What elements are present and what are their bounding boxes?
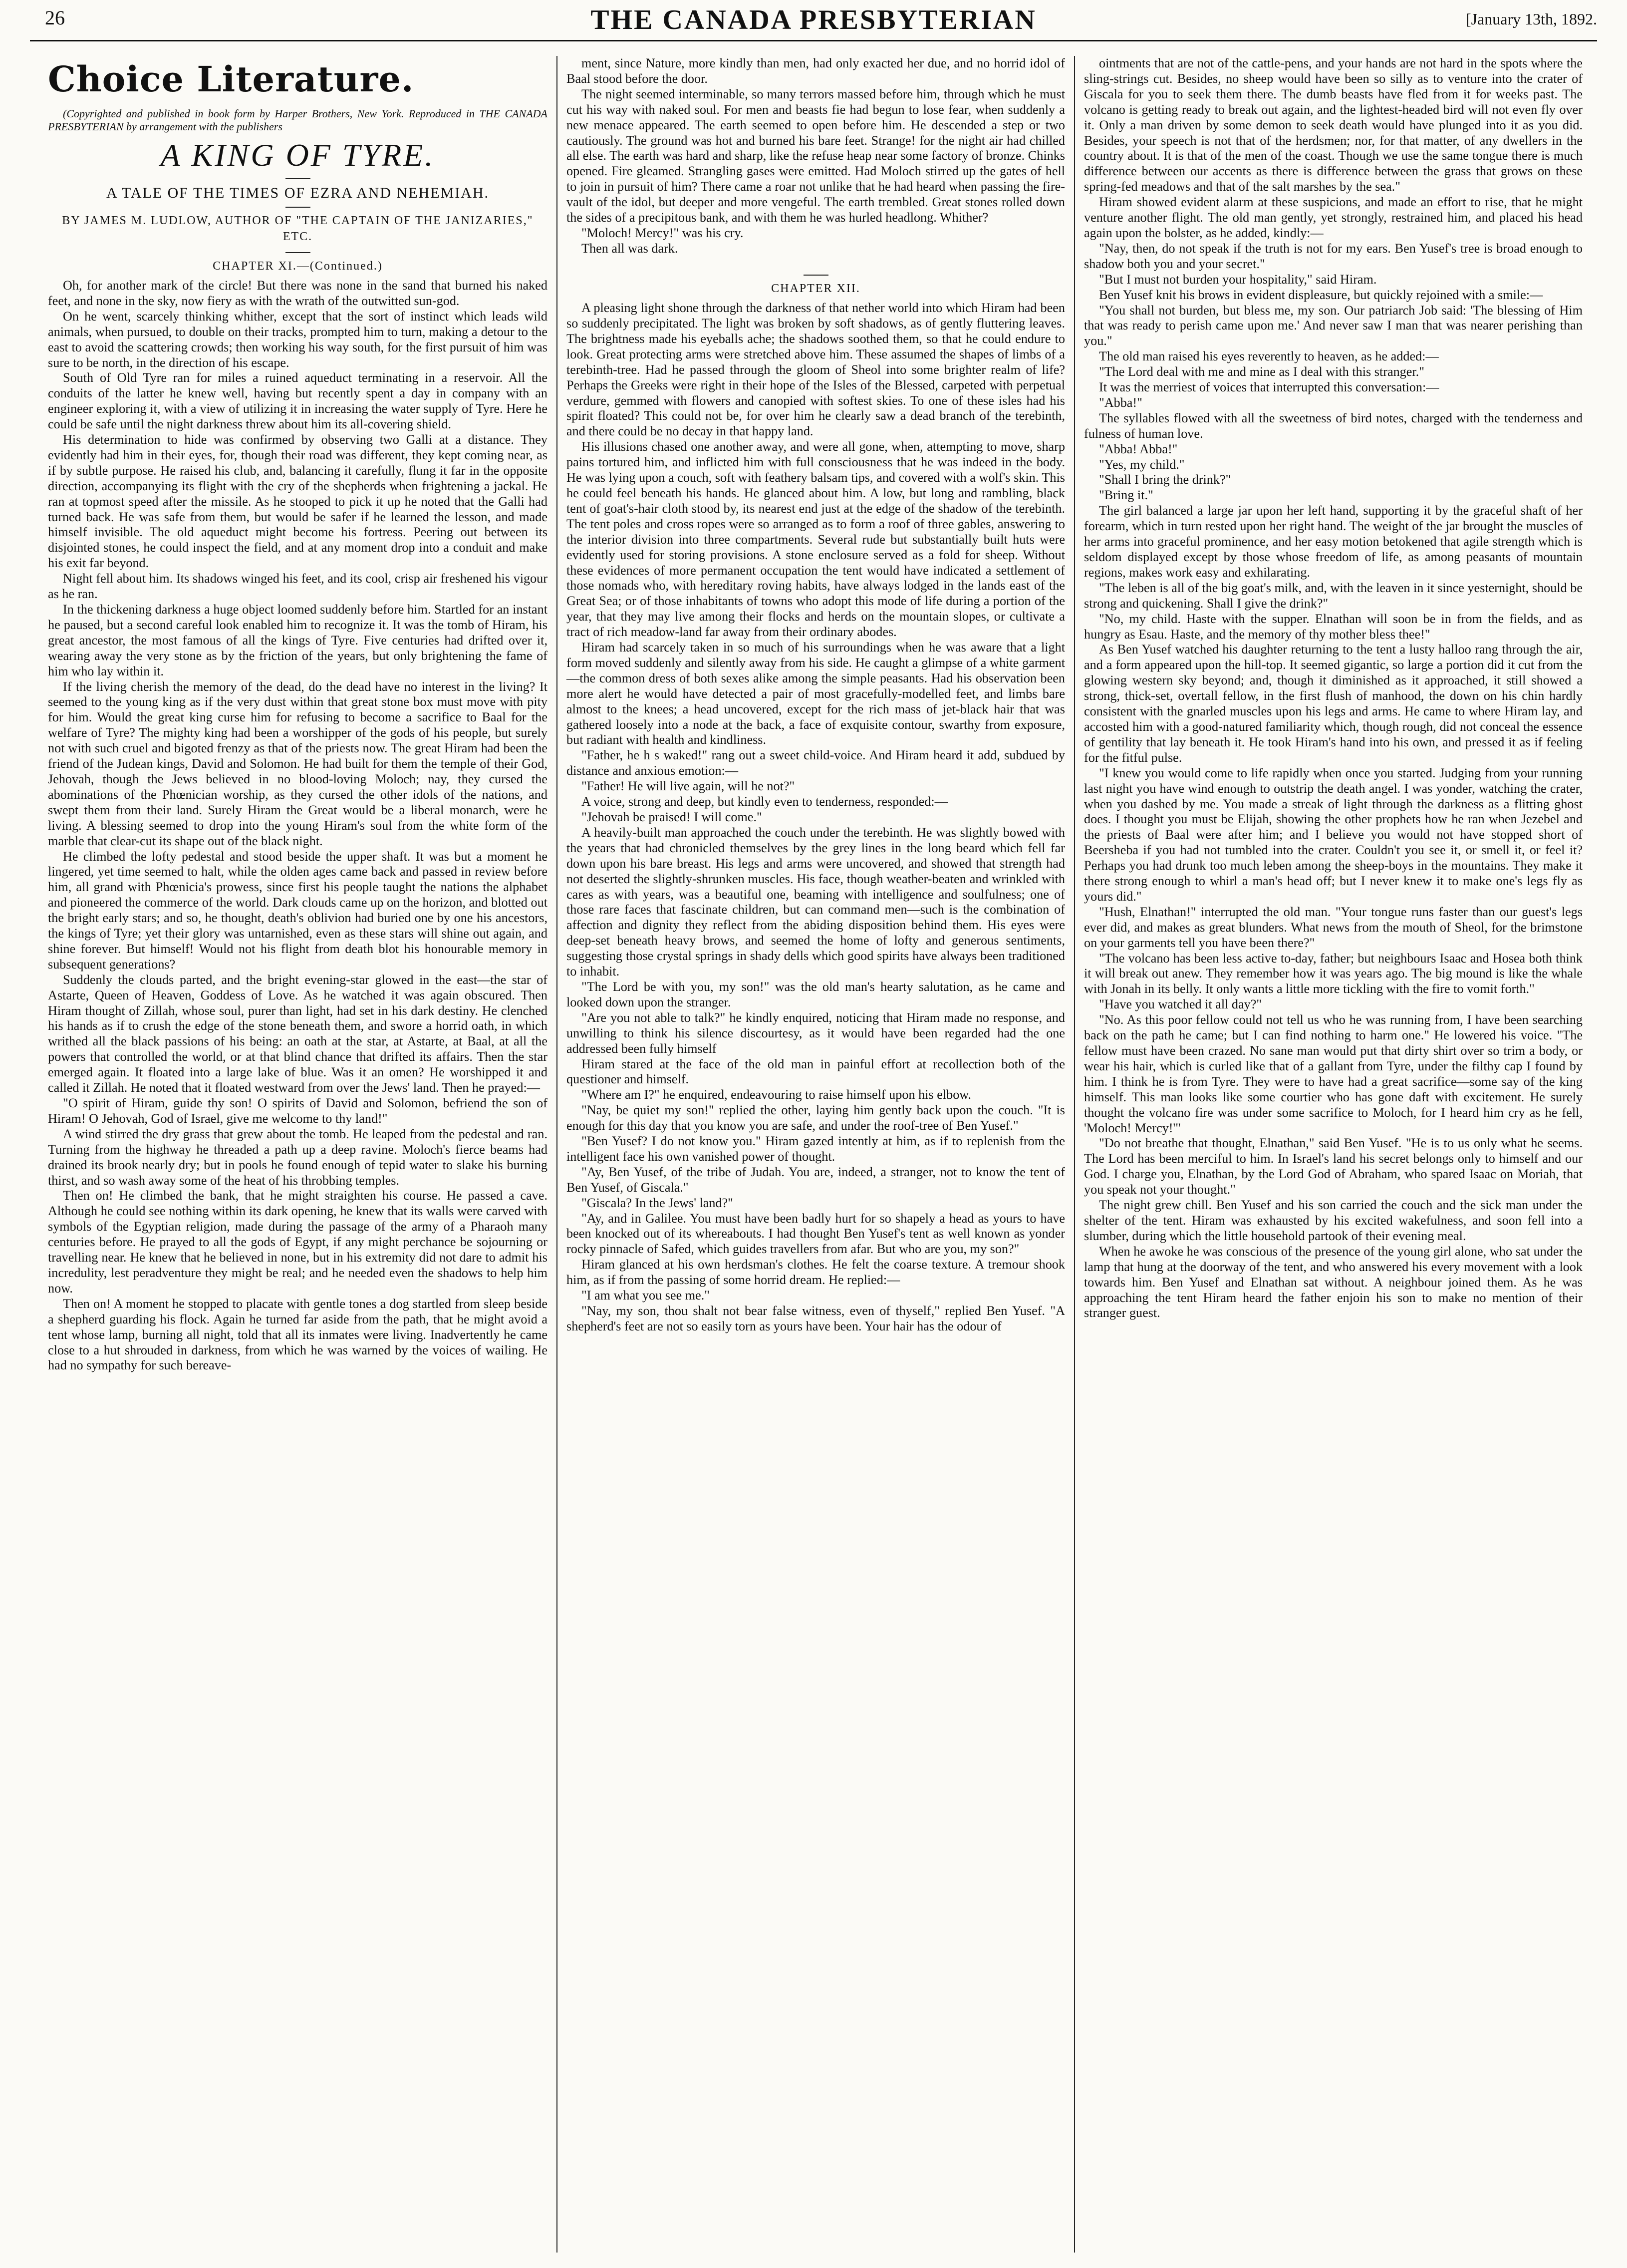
paragraph: Then all was dark. xyxy=(581,241,678,256)
paragraph: "No, my child. Haste with the supper. Elnathan will soon be in from the fields, and as hungry as Esau. Haste, and the memory of thy mother bless thee!" xyxy=(1084,611,1583,642)
paragraph: As Ben Yusef watched his daughter returning to the tent a lusty halloo rang through the air, and a form appeared upon the hill-top. It seemed gigantic, so large a portion did it cut from the glowing western sky beyond; and, though it diminished as it approached, it still showed a strong, thick-set, overtall fellow, in the first flush of manhood, the down on his chin hardly consistent with the gnarled muscles upon his legs and arms. He came to where Hiram lay, and accosted him with a good-natured familiarity which, though rough, did not conceal the essence of gentility that lay beneath it. He took Hiram's hand into his own, and pressed it as if feeling for the fitful pulse. xyxy=(1084,642,1583,765)
paragraph: On he went, scarcely thinking whither, except that the sort of instinct which leads wild animals, when pursued, to double on their tracks, prompted him to turn, making a detour to the east to avoid the scattering crowds; then working his way south, for the first pursuit of him was sure to be north, in the direction of his escape. xyxy=(48,309,547,370)
paragraph: "I knew you would come to life rapidly when once you started. Judging from your running last night you have wind enough to outstrip the death angel. I was yonder, watching the crater, when you dashed by me. You made a streak of light through the darkness as a flitting ghost does. I thought you must be Elijah, showing the other prophets how he ran when Jezebel and the priests of Baal were after him; and I believe you would not have stopped short of Beersheba if you had not tumbled into the crater. Couldn't you see it, or smell it, or feel it? Perhaps you had drunk too much leben among the sheep-boys in the mountains. They make it there strong enough to whirl a man's head off; but I never knew it to make one's legs fly as yours did." xyxy=(1084,765,1583,904)
paragraph: A wind stirred the dry grass that grew about the tomb. He leaped from the pedestal and ran. Turning from the highway he threaded a path up a deep ravine. Moloch's fierce beams had drained its brook nearly dry; but in pools he found enough of tepid water to slake his burning thirst, and so wash away some of the heat of his throbbing temples. xyxy=(48,1126,547,1188)
paragraph: "Giscala? In the Jews' land?" xyxy=(581,1195,733,1210)
paragraph: "The Lord deal with me and mine as I deal with this stranger." xyxy=(1099,364,1424,379)
paragraph: "Nay, be quiet my son!" replied the other, laying him gently back upon the couch. "It is enough for this day that you know you are safe, and under the roof-tree of Ben Yusef." xyxy=(566,1103,1065,1133)
paragraph: "Do not breathe that thought, Elnathan," said Ben Yusef. "He is to us only what he seems. The Lord has been merciful to him. In Israel's land his secret belongs only to himself and our God. I charge you, Elnathan, by the Lord God of Abraham, who spared Isaac on Moriah, that you speak not your thought." xyxy=(1084,1136,1583,1197)
paragraph: Hiram showed evident alarm at these suspicions, and made an effort to rise, that he might venture another flight. The old man gently, yet strongly, restrained him, and placed his head again upon the bolster, as he added, kindly:— xyxy=(1084,195,1583,240)
paragraph: Suddenly the clouds parted, and the bright evening-star glowed in the east—the star of Astarte, Queen of Heaven, Goddess of Love. As he watched it was again obscured. Then Hiram thought of Zillah, whose soul, purer than light, had set in his dark destiny. He clenched his hands as if to crush the edge of the stone beneath them, and swore a horrid oath, in which writhed all the black passions of his being: an oath at the star, at Astarte, at Baal, at all the powers that controlled the world, or at that blind chance that drifted its affairs. Then the star emerged again. It floated into a large lake of blue. Was it an omen? He worshipped it and called it Zillah. He noted that it floated westward from over the Jews' land. Then he prayed:— xyxy=(48,972,547,1095)
paragraph: "Hush, Elnathan!" interrupted the old man. "Your tongue runs faster than our guest's legs ever did, and makes as great blunders. What news from the mouth of Sheol, for the brimstone on your garments tell you have been there?" xyxy=(1084,904,1583,950)
divider xyxy=(804,275,828,276)
paragraph: Hiram glanced at his own herdsman's clothes. He felt the coarse texture. A tremour shook him, as if from the passing of some horrid dream. He replied:— xyxy=(566,1257,1065,1288)
masthead: THE CANADA PRESBYTERIAN xyxy=(590,4,1037,35)
paragraph: "No. As this poor fellow could not tell us who he was running from, I have been searching back on the path he came; but I can find nothing to harm one." He lowered his voice. "The fellow must have been crazed. No sane man would put that dirty shirt over so trim a body, or wear his hair, which is curled like that of a gallant from Tyre, under the filthy cap I found by him. I think he is from Tyre. They were to have had a great sacrifice—some say of the king himself. This man looks like some courtier who has gone daft with excitement. He surely thought the volcano fire was under some sacrifice to Moloch, for I heard him cry as he fell, 'Moloch! Mercy!'" xyxy=(1084,1012,1583,1135)
story-subtitle: A TALE OF THE TIMES OF EZRA AND NEHEMIAH. xyxy=(106,184,490,201)
paragraph: "Shall I bring the drink?" xyxy=(1099,472,1231,487)
column-3 xyxy=(1074,56,1592,2253)
chapter-heading-2: CHAPTER XII. xyxy=(771,282,860,295)
paragraph: The night grew chill. Ben Yusef and his son carried the couch and the sick man under the shelter of the tent. Hiram was exhausted by his excited wakefulness, and soon fell into a slumber, during which the little household partook of their evening meal. xyxy=(1084,1198,1583,1243)
paragraph: The night seemed interminable, so many terrors massed before him, through which he must cut his way with naked soul. For men and beasts fie had begun to lose fear, when suddenly a new menace appeared. The earth seemed to open before him. He descended a step or two cautiously. The ground was hot and burned his bare feet. Strange! for the night air had chilled all else. The earth was hard and sharp, like the refuse heap near some factory of bronze. Chinks opened. Fire gleamed. Strangling gases were emitted. Had Moloch stirred up the gates of hell to join in pursuit of him? There came a roar not unlike that he had heard when passing the fire-vault of the idol, but deeper and more vengeful. The earth trembled. Great stones rolled down the sides of a precipitous bank, and with them he was hurled headlong. Whither? xyxy=(566,86,1065,225)
copyright-note: (Copyrighted and published in book form by Harper Brothers, New York. Reproduced in THE CANADA PRESBYTERIAN by arrangement with the publishers xyxy=(48,107,547,133)
paragraph: "Ay, and in Galilee. You must have been badly hurt for so shapely a head as yours to have been knocked out of its whereabouts. I had thought Ben Yusef's tent as well known as yonder rocky pinnacle of Safed, which guides travellers from afar. But who are you, my son?" xyxy=(566,1211,1065,1257)
columns xyxy=(39,56,1592,2253)
paragraph: The old man raised his eyes reverently to heaven, as he added:— xyxy=(1099,349,1439,364)
paragraph: "Moloch! Mercy!" was his cry. xyxy=(581,225,744,240)
paragraph: In the thickening darkness a huge object loomed suddenly before him. Startled for an instant he paused, but a second careful look enabled him to recognize it. It was the tomb of Hiram, his great ancestor, the most famous of all the kings of Tyre. Five centuries had drifted over it, wearing away the very stone as by the friction of the years, but only brightening the fame of him who lay within it. xyxy=(48,602,547,678)
paragraph: His determination to hide was confirmed by observing two Galli at a distance. They evidently had him in their eyes, for, though their road was different, they kept coming near, as if by subtle purpose. He raised his club, and, balancing it carefully, flung it far in the opposite direction, accompanying its flight with the cry of the shepherds when frightening a jackal. He ran at topmost speed after the missile. As he stooped to pick it up he noted that the Galli had turned back. He was safe from them, but would be safer if he learned the lesson, and made himself invisible. The old aqueduct might become his fortress. Peering out between its disjointed stones, he could inspect the field, and at any moment drop into a conduit and make his exit far beyond. xyxy=(48,432,547,571)
paragraph: His illusions chased one another away, and were all gone, when, attempting to move, sharp pains tortured him, and inflicted him with full consciousness that he was indeed in the body. He was lying upon a couch, soft with feathery balsam tips, and covered with a wolf's skin. This he could feel beneath his hands. He glanced about him. A low, but long and rambling, black tent of goat's-hair cloth stood by, its nearest end just at the edge of the shadow of the terebinth. The tent poles and cross ropes were so arranged as to form a roof of three gables, answering to the interior division into three compartments. Several rude but substantially built huts were evidently used for storing provisions. A stone enclosure served as a fold for sheep. Without these evidences of more permanent occupation the tent would have indicated a settlement of those nomads who, with hereditary roving habits, have always lodged in the lands east of the Great Sea; or of those inhabitants of towns who adopt this mode of life during a portion of the year, that they may live among their flocks and herds on the mountain slopes, or cultivate a tract of rich meadow-land far away from their ordinary abodes. xyxy=(566,439,1065,640)
paragraph: Hiram stared at the face of the old man in painful effort at recollection both of the questioner and himself. xyxy=(566,1056,1065,1087)
paragraph: "Nay, then, do not speak if the truth is not for my ears. Ben Yusef's tree is broad enough to shadow both you and your secret." xyxy=(1084,241,1583,271)
paragraph: Then on! He climbed the bank, that he might straighten his course. He passed a cave. Although he could see nothing within its dark opening, he knew that its walls were carved with symbols of the Egyptian religion, made during the passage of the army of a Pharaoh many centuries before. He prayed to all the gods of Egypt, if any might perchance be sojourning or travelling near. He knew that he believed in none, but in his extremity did not dare to admit his incredulity, lest peradventure they might be real; and he needed even the shadows to help him now. xyxy=(48,1188,547,1296)
divider xyxy=(285,178,310,179)
paragraph: "You shall not burden, but bless me, my son. Our patriarch Job said: 'The blessing of Him that was ready to perish came upon me.' And never saw I man that was nearer perishing than you." xyxy=(1084,303,1583,348)
paragraph: It was the merriest of voices that interrupted this conversation:— xyxy=(1099,380,1439,395)
page-header xyxy=(30,4,1597,41)
paragraph: "Jehovah be praised! I will come." xyxy=(581,810,762,824)
paragraph: South of Old Tyre ran for miles a ruined aqueduct terminating in a reservoir. All the conduits of the latter he knew well, having but recently spent a day in company with an engineer exploring it, with a view of utilizing it in increasing the water supply of Tyre. Here he could be safe until the night darkness threw about him its all-covering shield. xyxy=(48,370,547,432)
paragraph: The girl balanced a large jar upon her left hand, supporting it by the graceful shaft of her forearm, which in turn rested upon her right hand. The weight of the jar brought the muscles of her arms into graceful prominence, and her easy motion betokened that agile strength which is seldom displayed except by those whose freedom of life, as among peasants of mountain regions, makes work easy and exhilarating. xyxy=(1084,503,1583,580)
paragraph: "The volcano has been less active to-day, father; but neighbours Isaac and Hosea both think it will break out anew. They remember how it was years ago. The big mound is like the whale with Jonah in its belly. It only wants a little more tickling with the fire to vomit forth." xyxy=(1084,951,1583,996)
paragraph: When he awoke he was conscious of the presence of the young girl alone, who sat under the lamp that hung at the doorway of the tent, and who answered his every movement with a look towards him. Ben Yusef and Elnathan sat without. A neighbour joined them. As he was approaching the tent Hiram heard the father enjoin his son to make no mention of their stranger guest. xyxy=(1084,1244,1583,1320)
paragraph: "Father! He will live again, will he not?" xyxy=(581,779,795,794)
header-rule xyxy=(30,40,1597,41)
column-2-text-bottom xyxy=(566,301,1065,1334)
chapter-heading: CHAPTER XI.—(Continued.) xyxy=(213,259,383,273)
paragraph: Night fell about him. Its shadows winged his feet, and its cool, crisp air freshened his vigour as he ran. xyxy=(48,571,547,602)
paragraph: If the living cherish the memory of the dead, do the dead have no interest in the living? It seemed to the young king as if the very dust within that great stone box must move with pity for him. Would the great king curse him for refusing to become a sacrifice to Baal for the welfare of Tyre? The mighty king had been a worshipper of the gods of his people, but surely not with such cruel and bigoted frenzy as that of the priests now. The great Hiram had been the friend of the Judean kings, David and Solomon. He had built for them the temple of their God, Jehovah, though the Jews believed in no blood-loving Moloch; nay, they cursed the abominations of the Phœnician worship, as they cursed the other idols of the nations, and swept them from their land. Surely Hiram the Great would be a liberal monarch, were he living. A blessing seemed to drop into the young Hiram's soul from the white form of the marble that clear-cut its shape out of the black night. xyxy=(48,679,547,848)
column-3-text xyxy=(1084,56,1583,1321)
paragraph: ointments that are not of the cattle-pens, and your hands are not hard in the spots where the sling-strings cut. Besides, no sheep would have been so silly as to venture into the crater of Giscala for you to seek them there. The dumb beasts have fled from it for weeks past. The volcano is getting ready to break out again, and the lightest-headed bird will not even fly over it. Only a man driven by some demon to seek death would have plunged into it as you did. Besides, your speech is not that of the herdsmen; nor, for that matter, of any dwellers in the country about. It is that of the men of the coast. Though we use the same tongue there is much difference between our accents as there is difference between the grass that grows on these spring-fed meadows and that of the salt marshes by the sea." xyxy=(1084,56,1583,194)
divider xyxy=(285,252,310,253)
paragraph: He climbed the lofty pedestal and stood beside the upper shaft. It was but a moment he lingered, yet time seemed to halt, while the olden ages came back and passed in review before him, all grand with Phœnicia's prowess, since first his people taught the nations the alphabet and pioneered the commerce of the world. Dark clouds came up on the horizon, and blotted out the bright early stars; and so, he thought, death's oblivion had buried one by one his ancestors, the kings of Tyre; yet their glory was untarnished, even as these stars will shine out again, and shine forever. But himself! Would not his flight from death blot his honourable memory in subsequent generations? xyxy=(48,849,547,972)
paragraph: A pleasing light shone through the darkness of that nether world into which Hiram had been so suddenly precipitated. The light was broken by soft shadows, as of gently fluttering leaves. The brightness made his eyeballs ache; the shadows soothed them, so that he could endure to look. Great protecting arms were stretched above him. These assumed the shapes of limbs of a terebinth-tree. Had he passed through the gloom of Sheol into some brighter realm of life? Perhaps the Greeks were right in their hope of the Isles of the Blessed, carpeted with perpetual verdure, gemmed with flowers and canopied with softest skies. To one of these isles had his spirit floated? This could not be, for over him he clearly saw a dead branch of the terebinth, and there could be no decay in that happy land. xyxy=(566,301,1065,439)
paragraph: "Abba!" xyxy=(1099,395,1142,410)
paragraph: "Yes, my child." xyxy=(1099,457,1185,472)
paragraph: "The leben is all of the big goat's milk, and, with the leaven in it since yesternight, should be strong and quickening. Shall I give the drink?" xyxy=(1084,580,1583,611)
story-title: A KING OF TYRE. xyxy=(160,137,435,173)
paragraph: Then on! A moment he stopped to placate with gentle tones a dog startled from sleep beside a shepherd guarding his flock. Again he turned far aside from the path, that he might avoid a tent whose lamp, burning all night, told that all its inmates were living. Inadvertently he came close to a hut shrouded in darkness, from which he was warned by the voices of wailing. He had no sympathy for such bereave- xyxy=(48,1296,547,1373)
paragraph: "The Lord be with you, my son!" was the old man's hearty salutation, as he came and looked down upon the stranger. xyxy=(566,979,1065,1009)
paragraph: "Where am I?" he enquired, endeavouring to raise himself upon his elbow. xyxy=(581,1087,972,1102)
byline: BY JAMES M. LUDLOW, AUTHOR OF "THE CAPTAIN OF THE JANIZARIES," ETC. xyxy=(62,214,534,244)
page-number: 26 xyxy=(45,6,65,29)
section-title: Choice Literature. xyxy=(48,58,414,100)
paragraph: "Ay, Ben Yusef, of the tribe of Judah. You are, indeed, a stranger, not to know the tent of Ben Yusef, of Giscala." xyxy=(566,1164,1065,1195)
paragraph: "Bring it." xyxy=(1099,488,1153,503)
issue-date: [January 13th, 1892. xyxy=(1465,10,1597,28)
paragraph: "I am what you see me." xyxy=(581,1288,710,1303)
paragraph: Hiram had scarcely taken in so much of his surroundings when he was aware that a light form moved suddenly and silently away from his side. He caught a glimpse of a white garment—the common dress of both sexes alike among the simple peasants. Had his observation been more alert he would have detected a pair of most gracefully-modelled feet, and limbs bare almost to the knees; a head uncovered, except for the rich mass of jet-black hair that was gathered loosely into a node at the back, a face of exquisite contour, swarthy from exposure, but radiant with health and kindliness. xyxy=(566,640,1065,747)
column-2-text-top xyxy=(566,56,1065,257)
divider xyxy=(285,207,310,208)
paragraph: "Ben Yusef? I do not know you." Hiram gazed intently at him, as if to replenish from the intelligent face his own vanished power of thought. xyxy=(566,1134,1065,1164)
column-1 xyxy=(39,56,556,2253)
paragraph: "O spirit of Hiram, guide thy son! O spirits of David and Solomon, befriend the son of Hiram! O Jehovah, God of Israel, give me welcome to thy land!" xyxy=(48,1096,547,1126)
paragraph: Ben Yusef knit his brows in evident displeasure, but quickly rejoined with a smile:— xyxy=(1099,287,1543,302)
paragraph: "Father, he h s waked!" rang out a sweet child-voice. And Hiram heard it add, subdued by distance and anxious emotion:— xyxy=(566,748,1065,778)
paragraph: "Have you watched it all day?" xyxy=(1099,997,1262,1012)
column-2 xyxy=(556,56,1074,2253)
paragraph: "Are you not able to talk?" he kindly enquired, noticing that Hiram made no response, and unwilling to think his silence discourtesy, as it would have been regarded had the one addressed been fully himself xyxy=(566,1010,1065,1056)
column-1-text xyxy=(48,278,547,1373)
paragraph: A voice, strong and deep, but kindly even to tenderness, responded:— xyxy=(581,794,948,809)
paragraph: "Nay, my son, thou shalt not bear false witness, even of thyself," replied Ben Yusef. "A shepherd's feet are not so easily torn as yours have been. Your hair has the odour of xyxy=(566,1303,1065,1333)
paragraph: ment, since Nature, more kindly than men, had only exacted her due, and no horrid idol of Baal stood before the door. xyxy=(566,56,1065,86)
paragraph: "Abba! Abba!" xyxy=(1099,441,1178,456)
paragraph: A heavily-built man approached the couch under the terebinth. He was slightly bowed with the years that had chronicled themselves by the grey lines in the long beard which fell far down upon his bare breast. His legs and arms were uncovered, and showed that strength had not deserted the slightly-shrunken muscles. His face, though weather-beaten and wrinkled with cares as with years, was a beautiful one, beaming with intelligence and soulfulness; one of those rare faces that fascinate children, but can command men—such is the combination of affection and dignity they reflect from the abiding disposition behind them. His eyes were deep-set beneath heavy brows, and seemed the home of lofty and generous sentiments, suggesting those crystal springs in shady dells which good spirits have always been traditioned to inhabit. xyxy=(566,825,1065,979)
paragraph: The syllables flowed with all the sweetness of bird notes, charged with the tenderness and fulness of human love. xyxy=(1084,410,1583,441)
paragraph: "But I must not burden your hospitality," said Hiram. xyxy=(1099,272,1377,287)
paragraph: Oh, for another mark of the circle! But there was none in the sand that burned his naked feet, and none in the sky, now fiery as with the wrath of the outwitted sun-god. xyxy=(48,278,547,308)
